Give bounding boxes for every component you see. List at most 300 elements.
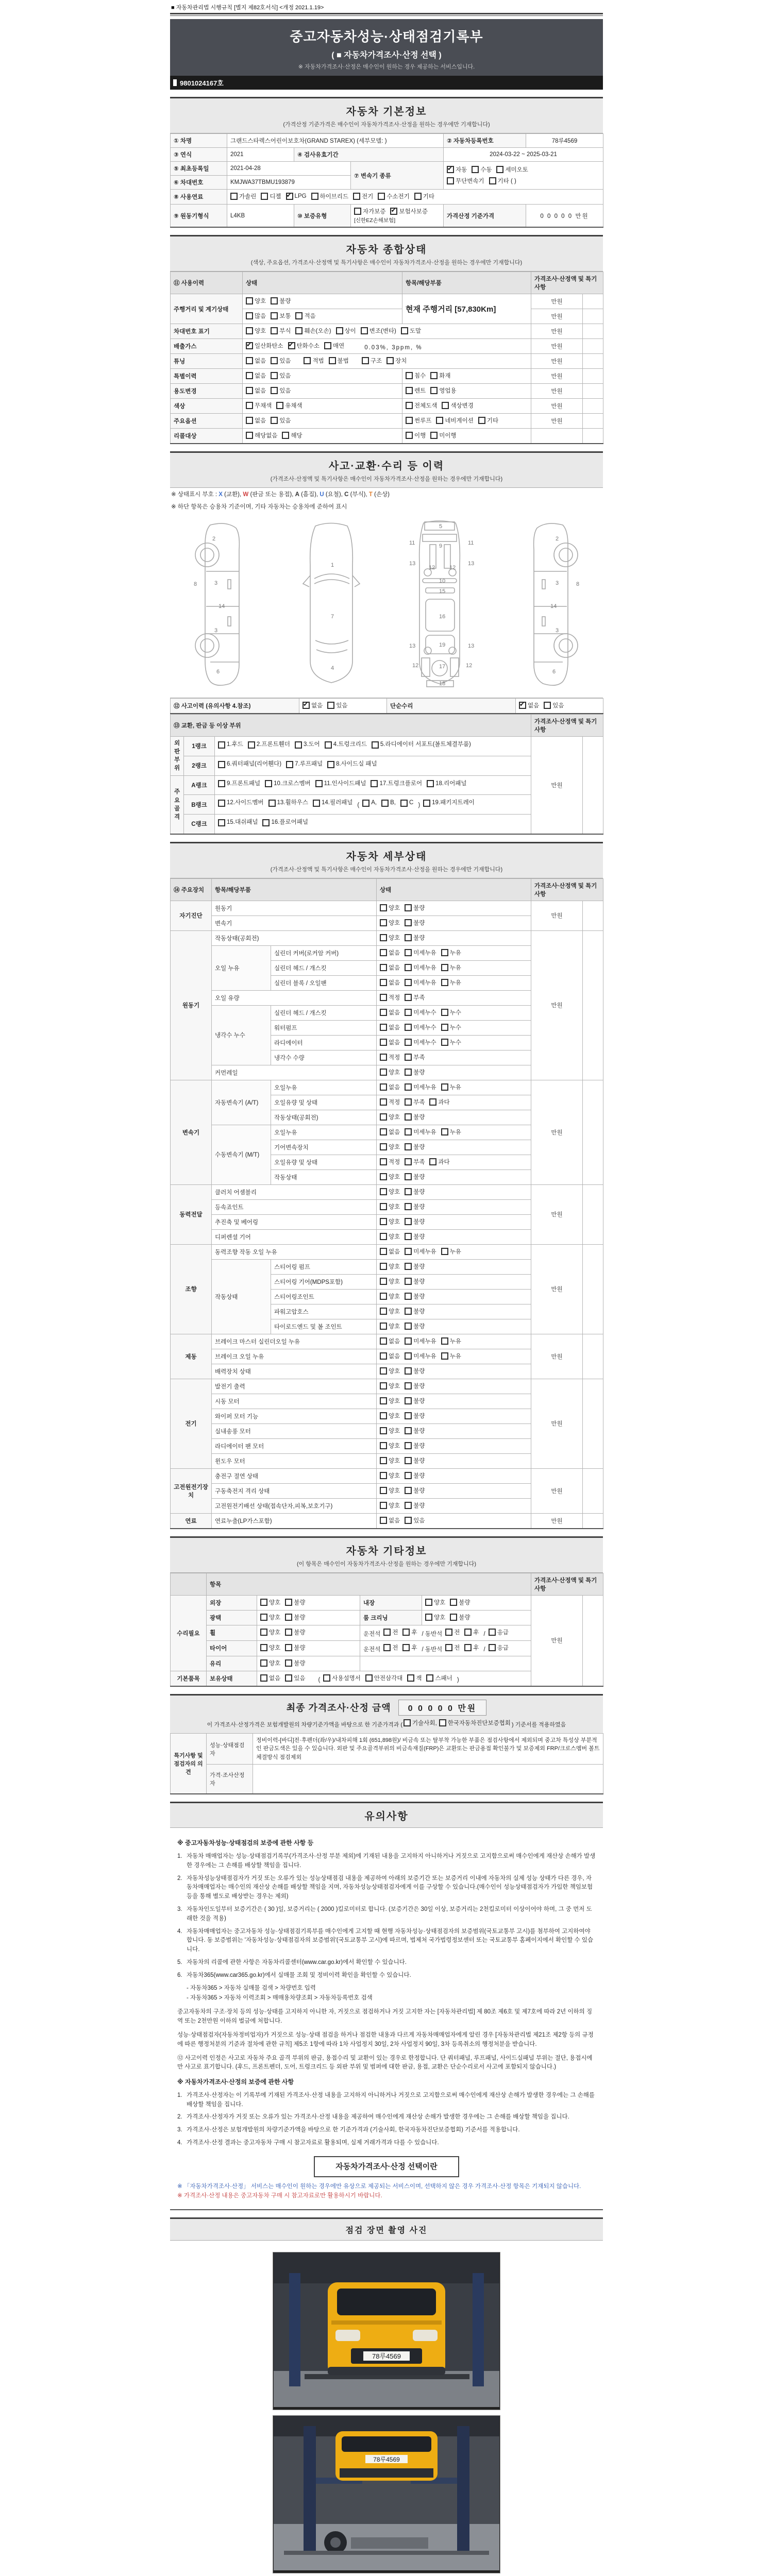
checkbox-13.휠하우스[interactable]: [268, 798, 308, 809]
checkbox-디젤[interactable]: [261, 192, 281, 200]
checkbox-불량[interactable]: [405, 919, 425, 927]
unchecked-checkbox-icon[interactable]: [362, 357, 369, 364]
unchecked-checkbox-icon[interactable]: [407, 1674, 414, 1682]
checkbox-기타 ( )[interactable]: [489, 177, 516, 185]
checkbox-응급[interactable]: [489, 1643, 509, 1652]
checkbox-불법[interactable]: [329, 357, 349, 365]
checkbox-양호[interactable]: [246, 327, 266, 335]
checkbox-양호[interactable]: [380, 1501, 400, 1510]
checkbox-불량[interactable]: [405, 1307, 425, 1315]
unchecked-checkbox-icon[interactable]: [365, 1674, 373, 1682]
unchecked-checkbox-icon[interactable]: [405, 1128, 412, 1136]
unchecked-checkbox-icon[interactable]: [327, 702, 334, 709]
checkbox-불량[interactable]: [405, 1292, 425, 1300]
unchecked-checkbox-icon[interactable]: [329, 357, 336, 364]
unchecked-checkbox-icon[interactable]: [246, 297, 253, 304]
checkbox-미세누수[interactable]: [405, 1008, 436, 1016]
unchecked-checkbox-icon[interactable]: [405, 979, 412, 986]
checkbox-불량[interactable]: [405, 1188, 425, 1196]
checkbox-전기[interactable]: [353, 192, 373, 200]
unchecked-checkbox-icon[interactable]: [405, 1382, 412, 1389]
checkbox-없음[interactable]: [303, 701, 323, 709]
checkbox-B,[interactable]: [381, 798, 396, 809]
checkbox-많음[interactable]: [246, 312, 266, 320]
checkbox-기타[interactable]: [414, 192, 434, 200]
checkbox-없음[interactable]: [380, 1247, 400, 1256]
unchecked-checkbox-icon[interactable]: [405, 1188, 412, 1195]
checkbox-있음[interactable]: [271, 416, 291, 425]
checkbox-적정[interactable]: [380, 1053, 400, 1061]
unchecked-checkbox-icon[interactable]: [405, 1367, 412, 1375]
checkbox-영업용[interactable]: [430, 386, 456, 395]
checkbox-변조(변타)[interactable]: [361, 327, 396, 335]
checkbox-과다[interactable]: [429, 1098, 449, 1106]
checkbox-C[interactable]: [400, 798, 413, 809]
checkbox-적법[interactable]: [304, 357, 324, 365]
checkbox-불량[interactable]: [405, 1367, 425, 1375]
unchecked-checkbox-icon[interactable]: [380, 1024, 387, 1031]
unchecked-checkbox-icon[interactable]: [271, 327, 278, 334]
checkbox-양호[interactable]: [425, 1613, 445, 1621]
unchecked-checkbox-icon[interactable]: [295, 327, 303, 334]
unchecked-checkbox-icon[interactable]: [405, 934, 412, 941]
checkbox-불량[interactable]: [405, 1217, 425, 1226]
checkbox-있음[interactable]: [285, 1674, 305, 1682]
unchecked-checkbox-icon[interactable]: [218, 761, 225, 768]
unchecked-checkbox-icon[interactable]: [285, 1644, 292, 1651]
checkbox-전체도색[interactable]: [406, 401, 437, 410]
checkbox-8.사이드실 패널[interactable]: [327, 759, 377, 770]
unchecked-checkbox-icon[interactable]: [405, 1083, 412, 1091]
unchecked-checkbox-icon[interactable]: [380, 1233, 387, 1240]
checkbox-양호[interactable]: [380, 1202, 400, 1211]
unchecked-checkbox-icon[interactable]: [450, 1614, 457, 1621]
checkbox-하이브리드[interactable]: [311, 192, 349, 200]
checkbox-양호[interactable]: [380, 1471, 400, 1480]
checkbox-잭[interactable]: [407, 1674, 422, 1682]
unchecked-checkbox-icon[interactable]: [405, 1487, 412, 1494]
unchecked-checkbox-icon[interactable]: [246, 402, 253, 409]
checkbox-없음[interactable]: [380, 1083, 400, 1091]
unchecked-checkbox-icon[interactable]: [361, 327, 368, 334]
unchecked-checkbox-icon[interactable]: [441, 1128, 448, 1136]
checkbox-없음[interactable]: [380, 1516, 400, 1524]
unchecked-checkbox-icon[interactable]: [285, 1674, 292, 1682]
checkbox-누유[interactable]: [441, 1083, 461, 1091]
checkbox-썬루프[interactable]: [406, 416, 431, 425]
checkbox-양호[interactable]: [260, 1613, 280, 1621]
checkbox-구조[interactable]: [362, 357, 382, 365]
checkbox-보통[interactable]: [271, 312, 291, 320]
unchecked-checkbox-icon[interactable]: [441, 949, 448, 956]
unchecked-checkbox-icon[interactable]: [405, 1233, 412, 1240]
unchecked-checkbox-icon[interactable]: [218, 800, 225, 807]
unchecked-checkbox-icon[interactable]: [362, 800, 369, 807]
checkbox-11.인사이드패널[interactable]: [315, 778, 366, 790]
checkbox-양호[interactable]: [380, 904, 400, 912]
unchecked-checkbox-icon[interactable]: [380, 964, 387, 971]
unchecked-checkbox-icon[interactable]: [405, 1442, 412, 1449]
checkbox-수소전기[interactable]: [378, 192, 409, 200]
unchecked-checkbox-icon[interactable]: [262, 819, 270, 826]
unchecked-checkbox-icon[interactable]: [380, 1442, 387, 1449]
checkbox-미세누유[interactable]: [405, 1083, 436, 1091]
checkbox-없음[interactable]: [246, 371, 266, 380]
checkbox-양호[interactable]: [380, 1277, 400, 1285]
unchecked-checkbox-icon[interactable]: [405, 1308, 412, 1315]
unchecked-checkbox-icon[interactable]: [489, 1629, 496, 1636]
checkbox-불량[interactable]: [405, 1456, 425, 1465]
checkbox-전[interactable]: [383, 1628, 398, 1636]
unchecked-checkbox-icon[interactable]: [405, 1173, 412, 1180]
checkbox-미세누수[interactable]: [405, 1023, 436, 1031]
checkbox-누유[interactable]: [441, 948, 461, 957]
unchecked-checkbox-icon[interactable]: [380, 1517, 387, 1524]
checkbox-자동[interactable]: [447, 165, 467, 174]
checkbox-불량[interactable]: [405, 904, 425, 912]
unchecked-checkbox-icon[interactable]: [472, 166, 479, 173]
unchecked-checkbox-icon[interactable]: [327, 761, 334, 768]
unchecked-checkbox-icon[interactable]: [246, 327, 253, 334]
checkbox-후[interactable]: [464, 1643, 479, 1652]
unchecked-checkbox-icon[interactable]: [405, 1248, 412, 1255]
unchecked-checkbox-icon[interactable]: [441, 979, 448, 986]
unchecked-checkbox-icon[interactable]: [265, 780, 272, 787]
unchecked-checkbox-icon[interactable]: [218, 780, 225, 787]
checkbox-있음[interactable]: [544, 701, 564, 709]
checkbox-양호[interactable]: [380, 1232, 400, 1241]
unchecked-checkbox-icon[interactable]: [271, 312, 278, 319]
checked-checkbox-icon[interactable]: [246, 342, 253, 349]
checkbox-수동[interactable]: [472, 165, 492, 174]
unchecked-checkbox-icon[interactable]: [441, 1024, 448, 1031]
unchecked-checkbox-icon[interactable]: [336, 327, 343, 334]
unchecked-checkbox-icon[interactable]: [405, 1263, 412, 1270]
checkbox-2.프론트휀더[interactable]: [248, 739, 290, 751]
checkbox-무채색[interactable]: [246, 401, 272, 410]
checkbox-무단변속기[interactable]: [447, 177, 484, 185]
unchecked-checkbox-icon[interactable]: [380, 1083, 387, 1091]
checkbox-양호[interactable]: [380, 1382, 400, 1390]
unchecked-checkbox-icon[interactable]: [406, 432, 413, 439]
unchecked-checkbox-icon[interactable]: [218, 819, 225, 826]
checkbox-불량[interactable]: [285, 1643, 305, 1652]
checkbox-15.대쉬패널[interactable]: [218, 817, 258, 828]
unchecked-checkbox-icon[interactable]: [380, 1158, 387, 1165]
checkbox-상이[interactable]: [336, 327, 356, 335]
checkbox-사용설명서[interactable]: [323, 1674, 361, 1682]
checkbox-양호[interactable]: [380, 1486, 400, 1495]
unchecked-checkbox-icon[interactable]: [325, 741, 332, 749]
checkbox-불량[interactable]: [405, 1382, 425, 1390]
checkbox-미세누수[interactable]: [405, 1038, 436, 1046]
unchecked-checkbox-icon[interactable]: [380, 1009, 387, 1016]
unchecked-checkbox-icon[interactable]: [427, 780, 434, 787]
checkbox-없음[interactable]: [519, 701, 539, 709]
checkbox-6.쿼터패널(리어휀다)[interactable]: [218, 759, 281, 770]
checkbox-16.플로어패널[interactable]: [262, 817, 308, 828]
checkbox-미세누유[interactable]: [405, 978, 436, 987]
unchecked-checkbox-icon[interactable]: [442, 402, 449, 409]
unchecked-checkbox-icon[interactable]: [380, 1412, 387, 1419]
checkbox-양호[interactable]: [380, 1397, 400, 1405]
unchecked-checkbox-icon[interactable]: [380, 919, 387, 926]
checkbox-유채색[interactable]: [276, 401, 302, 410]
checkbox-불량[interactable]: [285, 1613, 305, 1621]
checkbox-스패너[interactable]: [426, 1674, 452, 1682]
unchecked-checkbox-icon[interactable]: [406, 417, 413, 424]
checkbox-적음[interactable]: [295, 312, 315, 320]
checkbox-양호[interactable]: [246, 297, 266, 305]
checkbox-세미오토[interactable]: [496, 165, 528, 174]
unchecked-checkbox-icon[interactable]: [386, 357, 394, 364]
checkbox-양호[interactable]: [380, 1322, 400, 1330]
unchecked-checkbox-icon[interactable]: [380, 1248, 387, 1255]
checkbox-보험사보증[interactable]: [390, 207, 428, 215]
unchecked-checkbox-icon[interactable]: [380, 1382, 387, 1389]
checkbox-없음[interactable]: [380, 1038, 400, 1046]
unchecked-checkbox-icon[interactable]: [436, 417, 443, 424]
checked-checkbox-icon[interactable]: [519, 702, 526, 709]
unchecked-checkbox-icon[interactable]: [380, 1397, 387, 1404]
unchecked-checkbox-icon[interactable]: [380, 1173, 387, 1180]
unchecked-checkbox-icon[interactable]: [406, 402, 413, 409]
checkbox-불량[interactable]: [450, 1613, 470, 1621]
unchecked-checkbox-icon[interactable]: [405, 1502, 412, 1509]
unchecked-checkbox-icon[interactable]: [230, 193, 238, 200]
unchecked-checkbox-icon[interactable]: [313, 800, 320, 807]
checkbox-양호[interactable]: [380, 1217, 400, 1226]
unchecked-checkbox-icon[interactable]: [405, 1278, 412, 1285]
checkbox-있음[interactable]: [271, 371, 291, 380]
unchecked-checkbox-icon[interactable]: [405, 904, 412, 911]
checkbox-한국자동차진단보증협회[interactable]: [439, 1719, 511, 1727]
checkbox-10.크로스멤버[interactable]: [265, 778, 311, 790]
checkbox-불량[interactable]: [405, 1412, 425, 1420]
unchecked-checkbox-icon[interactable]: [405, 964, 412, 971]
checkbox-있음[interactable]: [271, 386, 291, 395]
checkbox-화재[interactable]: [430, 371, 450, 380]
checkbox-없음[interactable]: [246, 386, 266, 395]
unchecked-checkbox-icon[interactable]: [260, 1629, 267, 1636]
unchecked-checkbox-icon[interactable]: [383, 1629, 391, 1636]
checkbox-양호[interactable]: [380, 1188, 400, 1196]
unchecked-checkbox-icon[interactable]: [372, 741, 379, 749]
checkbox-일산화탄소[interactable]: [246, 342, 283, 350]
checkbox-양호[interactable]: [260, 1598, 280, 1606]
checkbox-과다[interactable]: [429, 1158, 449, 1166]
unchecked-checkbox-icon[interactable]: [400, 800, 408, 807]
unchecked-checkbox-icon[interactable]: [402, 1644, 410, 1651]
checkbox-네비게이션[interactable]: [436, 416, 474, 425]
unchecked-checkbox-icon[interactable]: [380, 1263, 387, 1270]
unchecked-checkbox-icon[interactable]: [447, 177, 454, 184]
checkbox-양호[interactable]: [380, 919, 400, 927]
unchecked-checkbox-icon[interactable]: [405, 1293, 412, 1300]
checkbox-적정[interactable]: [380, 1098, 400, 1106]
checkbox-불량[interactable]: [405, 1397, 425, 1405]
checkbox-해당[interactable]: [282, 431, 302, 439]
checkbox-4.트렁크리드[interactable]: [325, 739, 367, 751]
checkbox-후[interactable]: [402, 1643, 417, 1652]
checkbox-9.프론트패널[interactable]: [218, 778, 260, 790]
checkbox-미세누유[interactable]: [405, 948, 436, 957]
checkbox-미이행[interactable]: [430, 431, 456, 439]
unchecked-checkbox-icon[interactable]: [246, 357, 253, 364]
unchecked-checkbox-icon[interactable]: [405, 1024, 412, 1031]
checkbox-렌트[interactable]: [406, 386, 426, 395]
checkbox-있음[interactable]: [271, 357, 291, 365]
unchecked-checkbox-icon[interactable]: [380, 1367, 387, 1375]
checkbox-누수[interactable]: [441, 1038, 461, 1046]
unchecked-checkbox-icon[interactable]: [271, 387, 278, 394]
unchecked-checkbox-icon[interactable]: [380, 1502, 387, 1509]
unchecked-checkbox-icon[interactable]: [260, 1674, 267, 1682]
unchecked-checkbox-icon[interactable]: [405, 1323, 412, 1330]
checkbox-A,[interactable]: [362, 798, 377, 809]
unchecked-checkbox-icon[interactable]: [271, 297, 278, 304]
checkbox-미세누유[interactable]: [405, 1352, 436, 1360]
unchecked-checkbox-icon[interactable]: [246, 372, 253, 379]
checkbox-불량[interactable]: [405, 1471, 425, 1480]
unchecked-checkbox-icon[interactable]: [324, 342, 331, 349]
checkbox-없음[interactable]: [246, 416, 266, 425]
unchecked-checkbox-icon[interactable]: [406, 372, 413, 379]
unchecked-checkbox-icon[interactable]: [544, 702, 551, 709]
checkbox-불량[interactable]: [405, 1262, 425, 1270]
unchecked-checkbox-icon[interactable]: [380, 1278, 387, 1285]
unchecked-checkbox-icon[interactable]: [426, 1674, 433, 1682]
unchecked-checkbox-icon[interactable]: [405, 1143, 412, 1150]
checkbox-적정[interactable]: [380, 993, 400, 1002]
checkbox-장치[interactable]: [386, 357, 407, 365]
checkbox-불량[interactable]: [450, 1598, 470, 1606]
unchecked-checkbox-icon[interactable]: [260, 1644, 267, 1651]
checkbox-불량[interactable]: [405, 1173, 425, 1181]
unchecked-checkbox-icon[interactable]: [423, 800, 430, 807]
checkbox-불량[interactable]: [271, 297, 291, 305]
unchecked-checkbox-icon[interactable]: [380, 1098, 387, 1106]
unchecked-checkbox-icon[interactable]: [489, 1644, 496, 1651]
unchecked-checkbox-icon[interactable]: [429, 1098, 436, 1106]
checkbox-전[interactable]: [445, 1643, 460, 1652]
unchecked-checkbox-icon[interactable]: [246, 312, 253, 319]
unchecked-checkbox-icon[interactable]: [271, 357, 278, 364]
unchecked-checkbox-icon[interactable]: [405, 1472, 412, 1479]
checkbox-누유[interactable]: [441, 1352, 461, 1360]
unchecked-checkbox-icon[interactable]: [380, 1457, 387, 1464]
unchecked-checkbox-icon[interactable]: [405, 1054, 412, 1061]
unchecked-checkbox-icon[interactable]: [405, 1113, 412, 1121]
checkbox-불량[interactable]: [405, 1322, 425, 1330]
unchecked-checkbox-icon[interactable]: [380, 1069, 387, 1076]
unchecked-checkbox-icon[interactable]: [378, 193, 385, 200]
checkbox-불량[interactable]: [405, 1427, 425, 1435]
checkbox-자가보증[interactable]: [354, 207, 385, 215]
checkbox-탄화수소[interactable]: [288, 342, 320, 350]
unchecked-checkbox-icon[interactable]: [405, 919, 412, 926]
checked-checkbox-icon[interactable]: [288, 342, 295, 349]
checkbox-미세누유[interactable]: [405, 1247, 436, 1256]
checkbox-없음[interactable]: [380, 963, 400, 972]
unchecked-checkbox-icon[interactable]: [406, 387, 413, 394]
checkbox-양호[interactable]: [380, 1427, 400, 1435]
checked-checkbox-icon[interactable]: [286, 193, 293, 200]
checkbox-양호[interactable]: [380, 1456, 400, 1465]
unchecked-checkbox-icon[interactable]: [405, 1009, 412, 1016]
unchecked-checkbox-icon[interactable]: [405, 1158, 412, 1165]
unchecked-checkbox-icon[interactable]: [380, 1188, 387, 1195]
checkbox-미세누유[interactable]: [405, 1337, 436, 1345]
unchecked-checkbox-icon[interactable]: [380, 1203, 387, 1210]
checkbox-부족[interactable]: [405, 1053, 425, 1061]
checkbox-양호[interactable]: [380, 934, 400, 942]
checkbox-불량[interactable]: [405, 1232, 425, 1241]
checkbox-불량[interactable]: [405, 1202, 425, 1211]
unchecked-checkbox-icon[interactable]: [261, 193, 268, 200]
unchecked-checkbox-icon[interactable]: [323, 1674, 330, 1682]
checkbox-양호[interactable]: [380, 1113, 400, 1121]
unchecked-checkbox-icon[interactable]: [371, 780, 378, 787]
unchecked-checkbox-icon[interactable]: [402, 1629, 410, 1636]
unchecked-checkbox-icon[interactable]: [380, 1113, 387, 1121]
unchecked-checkbox-icon[interactable]: [441, 964, 448, 971]
checkbox-도말[interactable]: [401, 327, 421, 335]
unchecked-checkbox-icon[interactable]: [380, 1054, 387, 1061]
checkbox-7.루프패널[interactable]: [286, 759, 323, 770]
unchecked-checkbox-icon[interactable]: [425, 1614, 432, 1621]
checkbox-누유[interactable]: [441, 978, 461, 987]
unchecked-checkbox-icon[interactable]: [380, 1472, 387, 1479]
checkbox-없음[interactable]: [246, 357, 266, 365]
checkbox-후[interactable]: [402, 1628, 417, 1636]
unchecked-checkbox-icon[interactable]: [380, 1293, 387, 1300]
unchecked-checkbox-icon[interactable]: [441, 1009, 448, 1016]
unchecked-checkbox-icon[interactable]: [405, 1098, 412, 1106]
unchecked-checkbox-icon[interactable]: [441, 1039, 448, 1046]
checkbox-양호[interactable]: [380, 1442, 400, 1450]
unchecked-checkbox-icon[interactable]: [380, 949, 387, 956]
unchecked-checkbox-icon[interactable]: [405, 1397, 412, 1404]
unchecked-checkbox-icon[interactable]: [295, 312, 303, 319]
unchecked-checkbox-icon[interactable]: [380, 1308, 387, 1315]
unchecked-checkbox-icon[interactable]: [311, 193, 318, 200]
unchecked-checkbox-icon[interactable]: [246, 387, 253, 394]
checkbox-불량[interactable]: [405, 934, 425, 942]
checkbox-불량[interactable]: [405, 1068, 425, 1076]
checkbox-양호[interactable]: [380, 1307, 400, 1315]
checkbox-응급[interactable]: [489, 1628, 509, 1636]
unchecked-checkbox-icon[interactable]: [380, 1352, 387, 1360]
checkbox-양호[interactable]: [260, 1659, 280, 1667]
checkbox-안전삼각대[interactable]: [365, 1674, 403, 1682]
checkbox-양호[interactable]: [380, 1143, 400, 1151]
unchecked-checkbox-icon[interactable]: [285, 1659, 292, 1667]
unchecked-checkbox-icon[interactable]: [464, 1629, 472, 1636]
unchecked-checkbox-icon[interactable]: [380, 934, 387, 941]
checkbox-12.사이드멤버[interactable]: [218, 798, 264, 809]
unchecked-checkbox-icon[interactable]: [405, 949, 412, 956]
unchecked-checkbox-icon[interactable]: [405, 1352, 412, 1360]
checked-checkbox-icon[interactable]: [447, 166, 454, 173]
unchecked-checkbox-icon[interactable]: [380, 979, 387, 986]
unchecked-checkbox-icon[interactable]: [380, 1427, 387, 1434]
checkbox-부족[interactable]: [405, 993, 425, 1002]
checkbox-불량[interactable]: [405, 1501, 425, 1510]
checkbox-불량[interactable]: [285, 1628, 305, 1636]
checkbox-LPG[interactable]: [286, 193, 307, 200]
unchecked-checkbox-icon[interactable]: [276, 402, 283, 409]
